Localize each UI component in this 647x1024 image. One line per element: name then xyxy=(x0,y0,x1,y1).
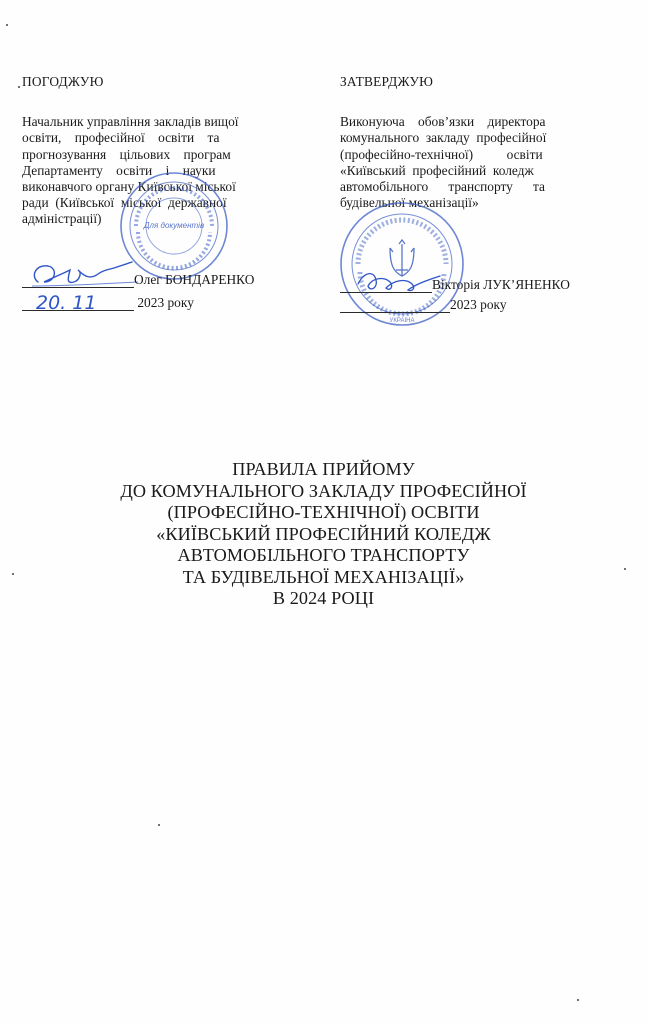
right-stamp-text: УКРАЇНА xyxy=(389,318,415,324)
approval-right-heading: ЗАТВЕРДЖУЮ xyxy=(340,74,434,89)
scan-speck xyxy=(6,24,8,26)
document-title xyxy=(0,459,647,610)
approval-right-block xyxy=(340,74,612,211)
scan-speck xyxy=(577,999,579,1001)
approval-left-line: Начальник управління закладів вищої xyxy=(22,114,239,130)
title-line: ТА БУДІВЕЛЬНОЇ МЕХАНІЗАЦІЇ» xyxy=(182,566,465,587)
approval-left-line: виконавчого органу Київської міської xyxy=(22,179,236,195)
approval-left-line: освіти, професійної освіти та xyxy=(22,130,220,146)
right-date-line xyxy=(340,297,507,313)
approval-left-block xyxy=(22,74,304,228)
title-line: «КИЇВСЬКИЙ ПРОФЕСІЙНИЙ КОЛЕДЖ xyxy=(156,523,491,544)
right-date-blank xyxy=(340,298,450,313)
left-stamp-text: Для документів xyxy=(143,221,205,230)
left-date-line xyxy=(22,295,194,311)
approval-right-line: комунального закладу професійної xyxy=(340,130,547,146)
left-handwritten-date: 20. 11 xyxy=(36,292,97,314)
title-line: (ПРОФЕСІЙНО-ТЕХНІЧНОЇ) ОСВІТИ xyxy=(167,502,480,522)
title-line: ПРАВИЛА ПРИЙОМУ xyxy=(232,459,415,479)
left-signer-name: Олег БОНДАРЕНКО xyxy=(134,272,255,287)
approval-right-line: будівельної механізації» xyxy=(340,195,479,211)
right-signer-name: Вікторія ЛУК’ЯНЕНКО xyxy=(432,277,570,292)
approval-right-line: Виконуюча обов’язки директора xyxy=(340,114,546,130)
right-year: 2023 року xyxy=(450,297,507,312)
approval-left-line: Департаменту освіти і науки xyxy=(22,162,216,178)
trident-icon xyxy=(390,240,414,276)
approval-right-position xyxy=(340,114,612,211)
title-line: В 2024 РОЦІ xyxy=(272,588,375,608)
left-signature-blank xyxy=(22,273,134,288)
approval-right-line: автомобільного транспорту та xyxy=(340,179,545,195)
approval-left-heading: ПОГОДЖУЮ xyxy=(22,74,104,89)
approval-left-position xyxy=(22,114,304,227)
approval-left-line: ради (Київської міської державної xyxy=(22,195,227,211)
approval-right-line: (професійно-технічної) освіти xyxy=(340,146,543,162)
title-line: ДО КОМУНАЛЬНОГО ЗАКЛАДУ ПРОФЕСІЙНОЇ xyxy=(120,480,527,501)
left-date-blank xyxy=(22,296,134,311)
title-line: АВТОМОБІЛЬНОГО ТРАНСПОРТУ xyxy=(177,545,470,565)
left-signer-line xyxy=(22,272,254,288)
approval-left-line: прогнозування цільових програм xyxy=(22,146,231,162)
right-signer-line xyxy=(340,277,570,293)
right-signature-blank xyxy=(340,278,432,293)
approval-left-line: адміністрації) xyxy=(22,211,102,227)
scan-speck xyxy=(18,86,20,88)
left-year: 2023 року xyxy=(137,295,194,310)
approval-right-line: «Київський професійний коледж xyxy=(340,162,534,178)
scan-speck xyxy=(158,824,160,826)
